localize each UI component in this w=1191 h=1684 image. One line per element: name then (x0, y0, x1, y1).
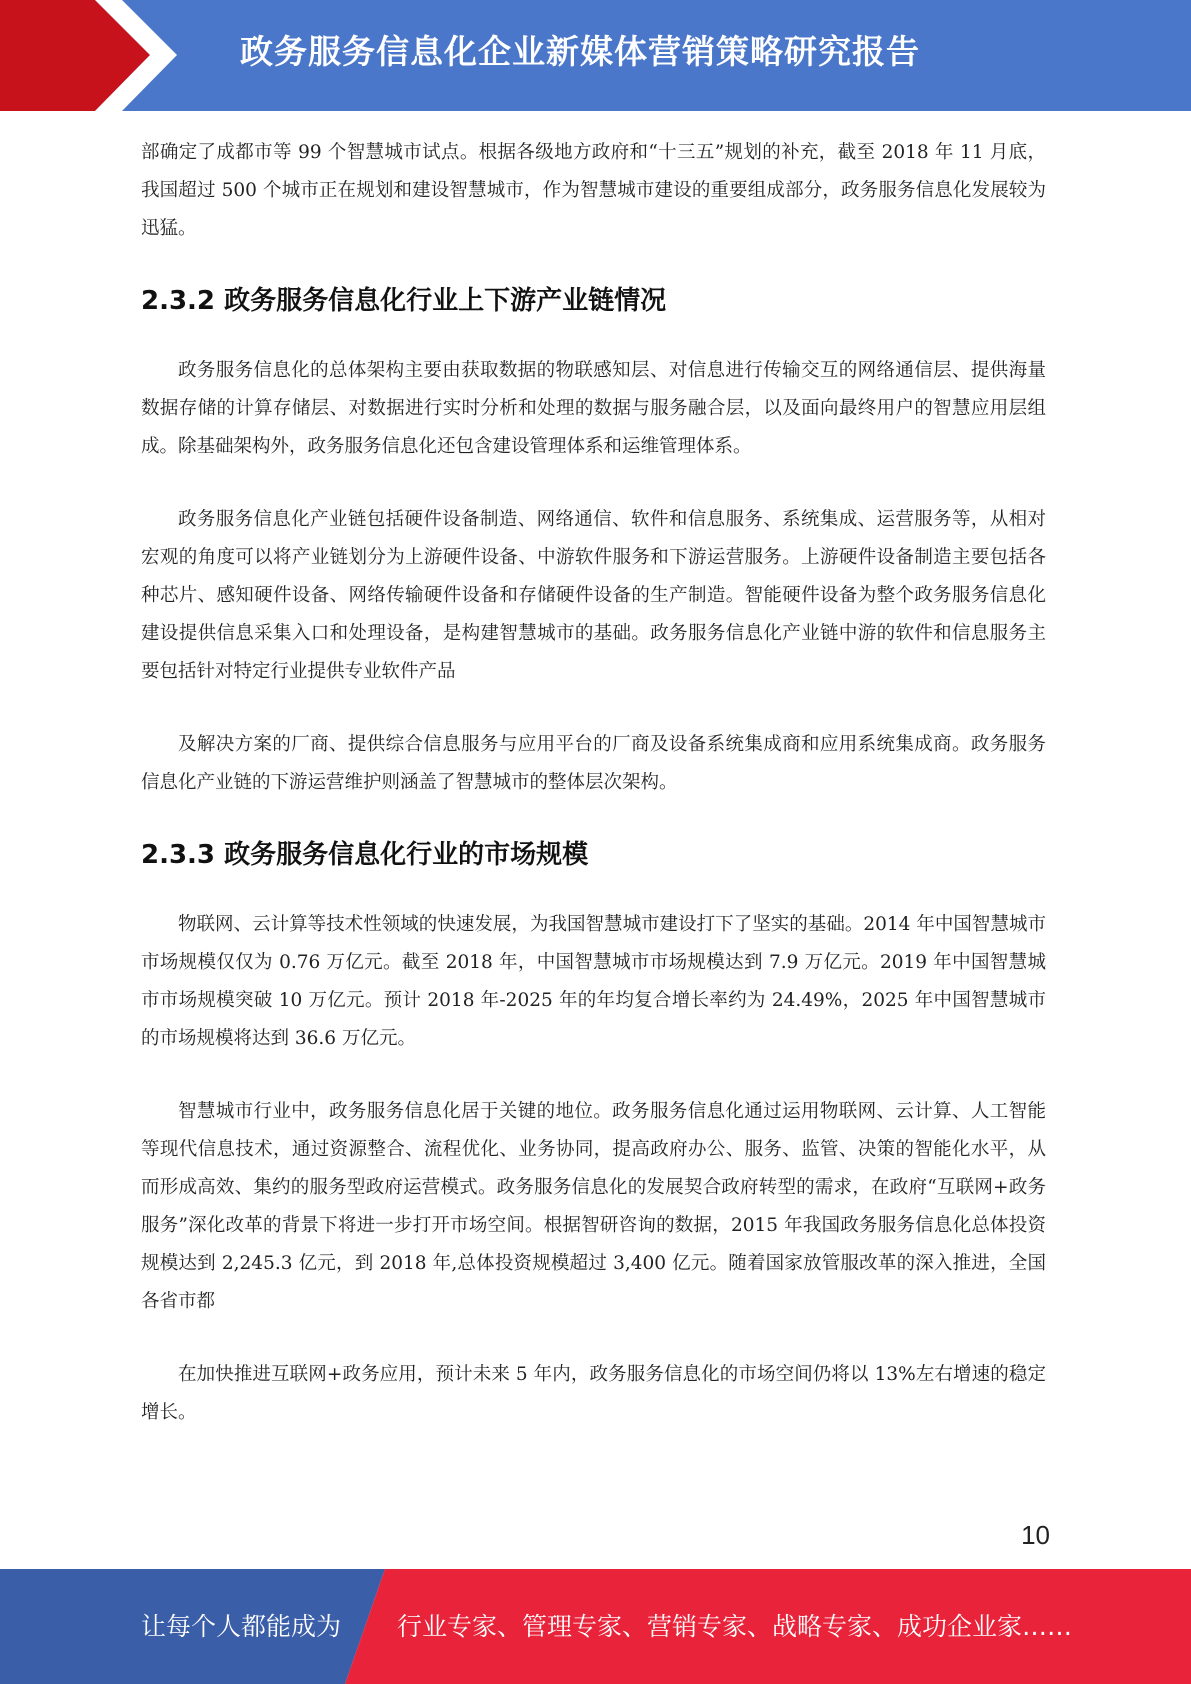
footer-slogan-right: 行业专家、管理专家、营销专家、战略专家、成功企业家…… (397, 1612, 1073, 1641)
page-header (0, 0, 1191, 111)
page-content (141, 134, 1046, 1432)
paragraph: 在加快推进互联网+政务应用，预计未来 5 年内，政务服务信息化的市场空间仍将以 13%左右增速的稳定增长。 (141, 1364, 1046, 1423)
section-heading-2-3-3: 2.3.3 政务服务信息化行业的市场规模 (141, 840, 589, 870)
paragraph: 智慧城市行业中，政务服务信息化居于关键的地位。政务服务信息化通过运用物联网、云计算、人工智能等现代信息技术，通过资源整合、流程优化、业务协同，提高政府办公、服务、监管、决策的智能化水平，从而形成高效、集约的服务型政府运营模式。政务服务信息化的发展契合政府转型的需求，在政府“互联网+政务服务”深化改革的背景下将进一步打开市场空间。根据智研咨询的数据，2015 年我国政务服务信息化总体投资规模达到 2,245.3 亿元，到 2018 年,总体投资规模超过 3,400 亿元。随着国家放管服改革的深入推进，全国各省市都 (141, 1101, 1046, 1312)
footer-slogan-left: 让每个人都能成为 (141, 1612, 342, 1641)
report-title: 政务服务信息化企业新媒体营销策略研究报告 (240, 32, 920, 71)
paragraph: 政务服务信息化的总体架构主要由获取数据的物联感知层、对信息进行传输交互的网络通信层、提供海量数据存储的计算存储层、对数据进行实时分析和处理的数据与服务融合层，以及面向最终用户的智慧应用层组成。除基础架构外，政务服务信息化还包含建设管理体系和运维管理体系。 (141, 360, 1046, 457)
page-footer (0, 1569, 1191, 1684)
page-number: 10 (1021, 1520, 1050, 1550)
paragraph: 政务服务信息化产业链包括硬件设备制造、网络通信、软件和信息服务、系统集成、运营服务等，从相对宏观的角度可以将产业链划分为上游硬件设备、中游软件服务和下游运营服务。上游硬件设备制造主要包括各种芯片、感知硬件设备、网络传输硬件设备和存储硬件设备的生产制造。智能硬件设备为整个政务服务信息化建设提供信息采集入口和处理设备，是构建智慧城市的基础。政务服务信息化产业链中游的软件和信息服务主要包括针对特定行业提供专业软件产品 (141, 509, 1046, 682)
paragraph: 及解决方案的厂商、提供综合信息服务与应用平台的厂商及设备系统集成商和应用系统集成商。政务服务信息化产业链的下游运营维护则涵盖了智慧城市的整体层次架构。 (141, 734, 1046, 793)
section-heading-2-3-2: 2.3.2 政务服务信息化行业上下游产业链情况 (141, 286, 667, 316)
paragraph: 物联网、云计算等技术性领域的快速发展，为我国智慧城市建设打下了坚实的基础。2014 年中国智慧城市市场规模仅仅为 0.76 万亿元。截至 2018 年，中国智慧城市市场规模达到 7.9 万亿元。2019 年中国智慧城市市场规模突破 10 万亿元。预计 2018 年-2025 年的年均复合增长率约为 24.49%，2025 年中国智慧城市的市场规模将达到 36.6 万亿元。 (141, 914, 1046, 1049)
intro-paragraph: 部确定了成都市等 99 个智慧城市试点。根据各级地方政府和“十三五”规划的补充，截至 2018 年 11 月底，我国超过 500 个城市正在规划和建设智慧城市，作为智慧城市建设的重要组成部分，政务服务信息化发展较为迅猛。 (141, 142, 1046, 239)
